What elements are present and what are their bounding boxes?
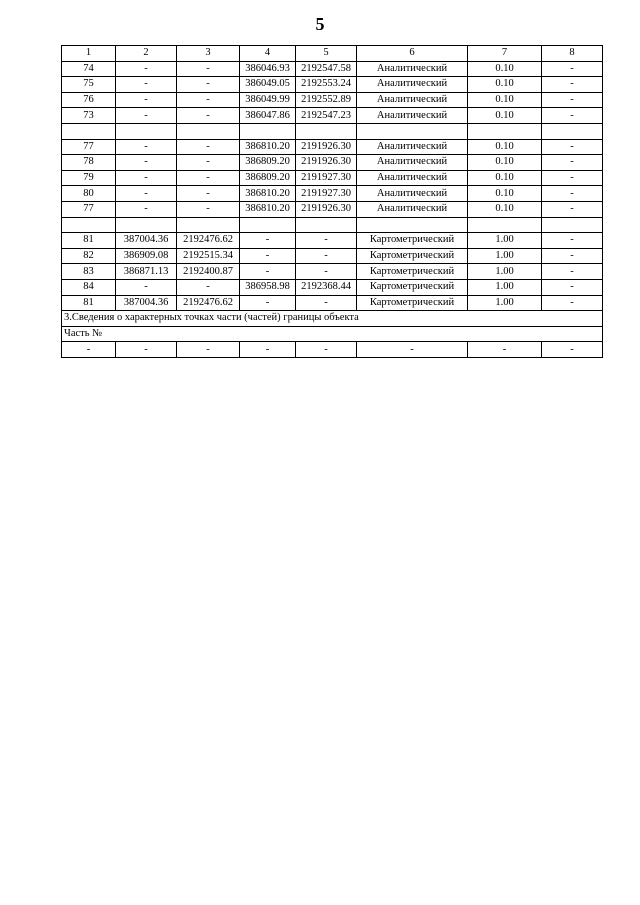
table-cell: 386958.98: [240, 279, 296, 295]
table-cell: -: [177, 342, 240, 358]
table-cell: Аналитический: [357, 170, 468, 186]
table-row: [62, 92, 603, 108]
table-body: [62, 46, 603, 358]
table-cell: 387004.36: [116, 295, 177, 311]
table-cell: [468, 217, 542, 233]
table-cell: Картометрический: [357, 233, 468, 249]
table-cell: -: [177, 92, 240, 108]
table-cell: -: [116, 342, 177, 358]
table-cell: -: [296, 264, 357, 280]
table-cell: -: [542, 342, 603, 358]
table-cell: 386810.20: [240, 201, 296, 217]
table-cell: 2191926.30: [296, 155, 357, 171]
table-cell: 5: [296, 46, 357, 62]
table-cell: Аналитический: [357, 77, 468, 93]
table-cell: Аналитический: [357, 155, 468, 171]
table-cell: -: [542, 155, 603, 171]
table-cell: -: [542, 248, 603, 264]
table-cell: 6: [357, 46, 468, 62]
part-number-label: [62, 326, 603, 342]
table-cell: -: [542, 295, 603, 311]
table-cell: 1: [62, 46, 116, 62]
table-cell: 387004.36: [116, 233, 177, 249]
table-cell: -: [116, 155, 177, 171]
table-cell: -: [542, 139, 603, 155]
table-cell: -: [116, 279, 177, 295]
table-cell: 386810.20: [240, 139, 296, 155]
table-cell: 2191927.30: [296, 170, 357, 186]
table-cell: 4: [240, 46, 296, 62]
table-cell: 1.00: [468, 295, 542, 311]
table-cell: 82: [62, 248, 116, 264]
table-cell: 0.10: [468, 77, 542, 93]
table-cell: -: [116, 201, 177, 217]
table-cell: 1.00: [468, 233, 542, 249]
table-cell: 386046.93: [240, 61, 296, 77]
table-cell: [296, 217, 357, 233]
table-cell: 2192552.89: [296, 92, 357, 108]
table-cell: [177, 123, 240, 139]
table-cell: -: [542, 201, 603, 217]
table-cell: -: [116, 77, 177, 93]
table-cell: [296, 123, 357, 139]
table-cell: -: [542, 108, 603, 124]
table-row: [62, 77, 603, 93]
table-cell: Аналитический: [357, 186, 468, 202]
table-cell: 2192547.58: [296, 61, 357, 77]
table-cell: 0.10: [468, 170, 542, 186]
table-cell: -: [177, 201, 240, 217]
blank-row: [62, 123, 603, 139]
table-cell: -: [468, 342, 542, 358]
table-cell: 1.00: [468, 279, 542, 295]
table-cell: -: [177, 186, 240, 202]
table-cell: 78: [62, 155, 116, 171]
table-cell: -: [116, 61, 177, 77]
table-row: [62, 264, 603, 280]
table-cell: Картометрический: [357, 248, 468, 264]
table-cell: 2192476.62: [177, 233, 240, 249]
table-cell: 81: [62, 295, 116, 311]
table-cell: 76: [62, 92, 116, 108]
table-cell: 2192400.87: [177, 264, 240, 280]
table-cell: -: [116, 139, 177, 155]
table-cell: -: [542, 264, 603, 280]
table-cell: 386049.05: [240, 77, 296, 93]
page-number: 5: [315, 14, 325, 34]
table-cell: Аналитический: [357, 92, 468, 108]
table-cell: Картометрический: [357, 295, 468, 311]
table-cell: 386810.20: [240, 186, 296, 202]
table-cell: 3: [177, 46, 240, 62]
table-row: [62, 186, 603, 202]
table-row: [62, 201, 603, 217]
table-cell: [62, 217, 116, 233]
table-header-row: [62, 46, 603, 62]
table-cell: -: [542, 61, 603, 77]
table-row: [62, 295, 603, 311]
table-cell: -: [296, 295, 357, 311]
table-cell: 2191926.30: [296, 139, 357, 155]
table-cell: [62, 123, 116, 139]
table-cell: 386047.86: [240, 108, 296, 124]
table-cell: 386871.13: [116, 264, 177, 280]
table-cell: -: [62, 342, 116, 358]
table-cell: -: [177, 77, 240, 93]
table-cell: -: [296, 342, 357, 358]
table-row: [62, 139, 603, 155]
table-cell: 74: [62, 61, 116, 77]
table-cell: 0.10: [468, 108, 542, 124]
blank-row: [62, 217, 603, 233]
table-cell: -: [296, 233, 357, 249]
table-cell: 386809.20: [240, 170, 296, 186]
table-cell: [240, 123, 296, 139]
table-cell: [240, 217, 296, 233]
table-row: [62, 155, 603, 171]
table-cell: Аналитический: [357, 61, 468, 77]
table-cell: -: [240, 248, 296, 264]
table-cell: [357, 123, 468, 139]
table-cell: 2191927.30: [296, 186, 357, 202]
table-cell: -: [240, 233, 296, 249]
boundary-points-table: [61, 45, 603, 358]
table-cell: [468, 123, 542, 139]
table-cell: -: [240, 264, 296, 280]
table-row: [62, 61, 603, 77]
table-cell: 0.10: [468, 201, 542, 217]
table-cell: 2192476.62: [177, 295, 240, 311]
table-cell: [177, 217, 240, 233]
table-cell: -: [240, 295, 296, 311]
table-cell: -: [542, 279, 603, 295]
table-cell: 0.10: [468, 155, 542, 171]
table-cell: 0.10: [468, 92, 542, 108]
table-cell: -: [542, 233, 603, 249]
table-cell: [542, 123, 603, 139]
table-cell: 79: [62, 170, 116, 186]
table-cell: -: [177, 108, 240, 124]
table-cell: -: [542, 77, 603, 93]
table-cell: 84: [62, 279, 116, 295]
table-cell: 2192515.34: [177, 248, 240, 264]
table-cell: Аналитический: [357, 201, 468, 217]
table-cell: 8: [542, 46, 603, 62]
section-3-title-cell: 3.Сведения о характерных точках части (частей) границы объекта: [62, 311, 603, 327]
table-cell: Аналитический: [357, 108, 468, 124]
table-cell: 2192368.44: [296, 279, 357, 295]
table-cell: 386809.20: [240, 155, 296, 171]
table-cell: 1.00: [468, 264, 542, 280]
table-cell: 7: [468, 46, 542, 62]
table-cell: 2192547.23: [296, 108, 357, 124]
table-cell: -: [116, 170, 177, 186]
table-cell: 77: [62, 201, 116, 217]
table-cell: 2192553.24: [296, 77, 357, 93]
table-cell: 386909.08: [116, 248, 177, 264]
table-cell: [116, 123, 177, 139]
table-cell: -: [177, 139, 240, 155]
table-cell: 83: [62, 264, 116, 280]
table-cell: -: [357, 342, 468, 358]
table-cell: -: [542, 92, 603, 108]
table-row: [62, 342, 603, 358]
table-row: [62, 108, 603, 124]
table-cell: 1.00: [468, 248, 542, 264]
table-cell: -: [177, 279, 240, 295]
table-row: [62, 170, 603, 186]
table-cell: -: [116, 186, 177, 202]
table-cell: -: [542, 170, 603, 186]
table-cell: 0.10: [468, 186, 542, 202]
part-number-label-cell: Часть №: [62, 326, 603, 342]
table-cell: -: [542, 186, 603, 202]
table-cell: 77: [62, 139, 116, 155]
table-cell: Картометрический: [357, 279, 468, 295]
table-cell: [357, 217, 468, 233]
table-cell: [116, 217, 177, 233]
table-cell: -: [240, 342, 296, 358]
table-cell: 81: [62, 233, 116, 249]
table-cell: Картометрический: [357, 264, 468, 280]
table-cell: 386049.99: [240, 92, 296, 108]
table-row: [62, 248, 603, 264]
table-cell: 75: [62, 77, 116, 93]
table-row: [62, 233, 603, 249]
table-cell: 80: [62, 186, 116, 202]
table-cell: 0.10: [468, 139, 542, 155]
table-cell: -: [177, 61, 240, 77]
table-cell: -: [116, 108, 177, 124]
table-cell: -: [116, 92, 177, 108]
table-cell: 2191926.30: [296, 201, 357, 217]
section-3-title: [62, 311, 603, 327]
table-cell: Аналитический: [357, 139, 468, 155]
table-cell: -: [296, 248, 357, 264]
table-cell: -: [177, 170, 240, 186]
table-cell: [542, 217, 603, 233]
table-cell: 73: [62, 108, 116, 124]
table-row: [62, 279, 603, 295]
table-cell: 2: [116, 46, 177, 62]
table-cell: -: [177, 155, 240, 171]
table-cell: 0.10: [468, 61, 542, 77]
